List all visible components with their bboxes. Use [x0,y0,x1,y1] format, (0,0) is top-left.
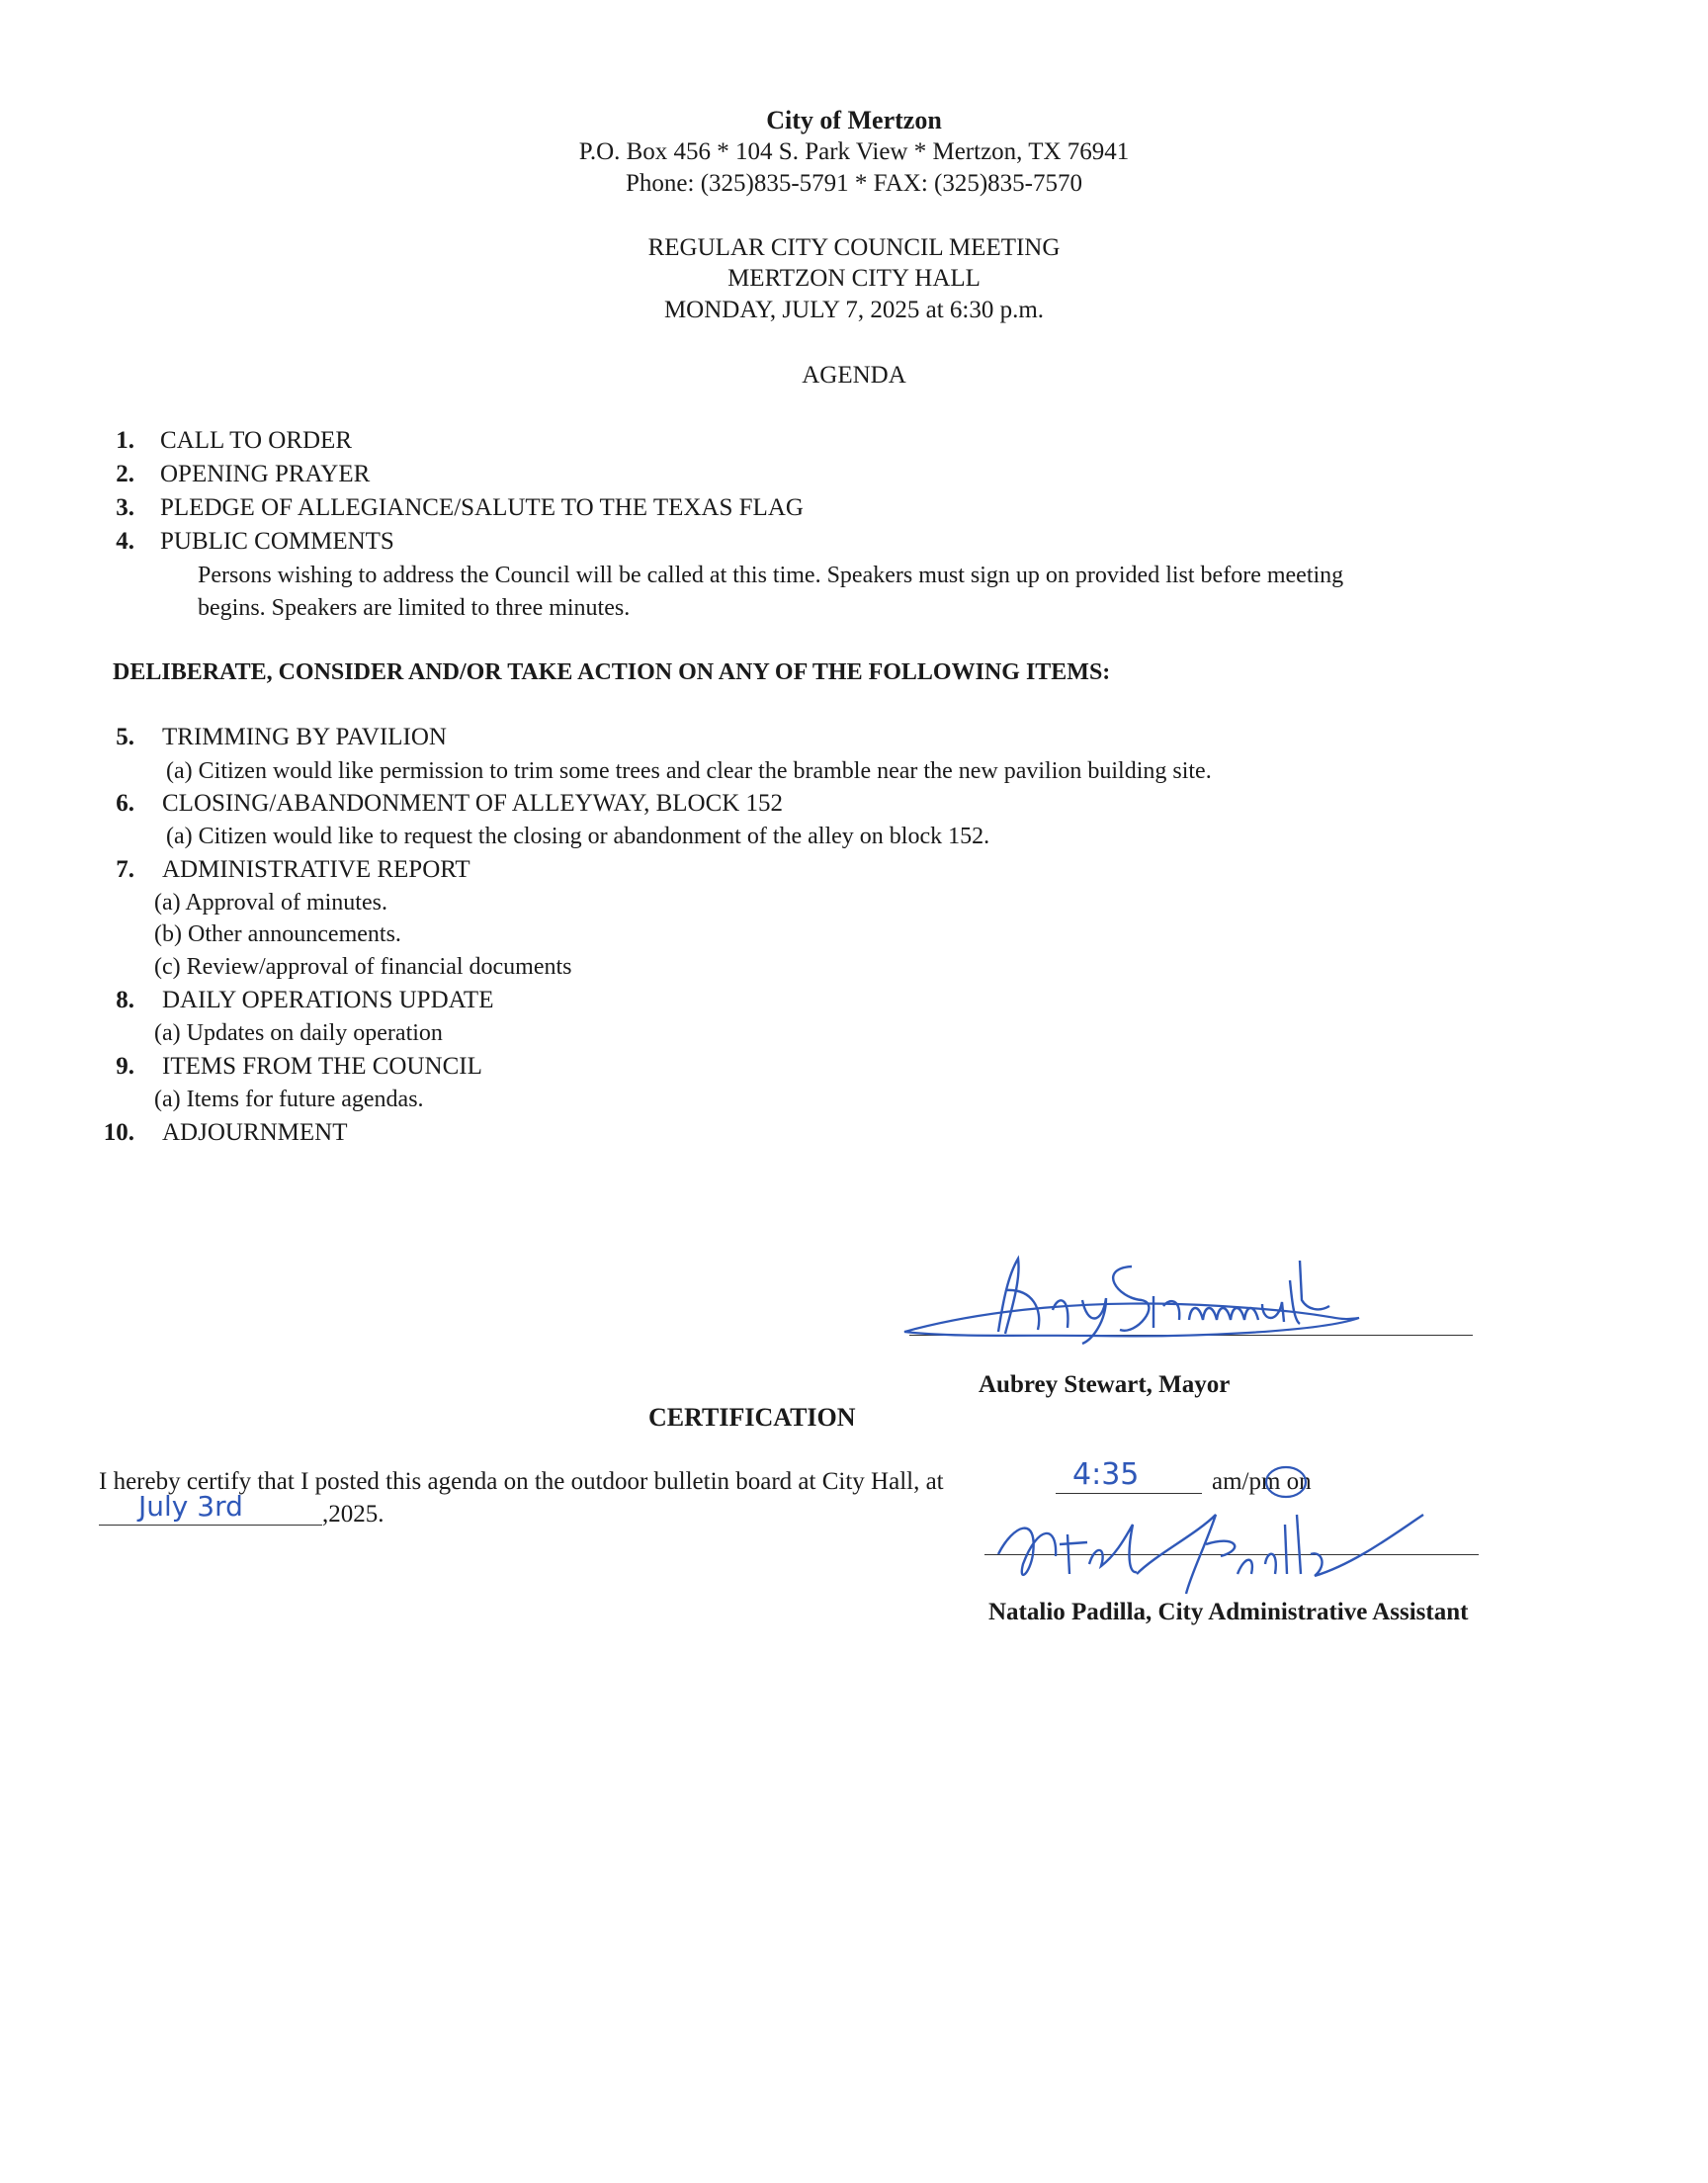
agenda-item-label: ADJOURNMENT [162,1119,348,1146]
mayor-name: Aubrey Stewart, Mayor [979,1371,1231,1398]
agenda-item-label: CLOSING/ABANDONMENT OF ALLEYWAY, BLOCK 152 [162,790,784,817]
agenda-label: AGENDA [802,362,906,389]
time-blank-line [1056,1493,1202,1494]
item-number: 8. [116,987,134,1013]
agenda-sub-item: (c) Review/approval of financial documents [154,954,572,980]
certification-heading: CERTIFICATION [648,1403,856,1432]
mayor-signature-icon [895,1241,1379,1350]
certification-text: I hereby certify that I posted this agenda on the outdoor bulletin board at City Hall, at [99,1468,944,1495]
agenda-item-label: OPENING PRAYER [160,461,371,487]
agenda-sub-item: (b) Other announcements. [154,921,401,947]
agenda-item-label: TRIMMING BY PAVILION [162,724,447,750]
assistant-signature-icon [979,1495,1433,1604]
handwritten-time: 4:35 [1072,1457,1140,1492]
item-number: 5. [116,724,134,750]
am-pm-text: am/pm on [1212,1468,1312,1495]
deliberate-heading: DELIBERATE, CONSIDER AND/OR TAKE ACTION ON ANY OF THE FOLLOWING ITEMS: [113,659,1111,685]
handwritten-date: July 3rd [138,1490,243,1523]
agenda-item-label: PLEDGE OF ALLEGIANCE/SALUTE TO THE TEXAS FLAG [160,494,804,521]
agenda-item-label: CALL TO ORDER [160,427,352,454]
meeting-title: REGULAR CITY COUNCIL MEETING [647,234,1061,261]
item-number: 3. [116,494,134,521]
assistant-name: Natalio Padilla, City Administrative Assistant [988,1599,1469,1625]
city-name: City of Mertzon [766,106,942,134]
agenda-sub-item: (a) Updates on daily operation [154,1020,443,1046]
meeting-location: MERTZON CITY HALL [727,265,981,292]
public-comments-note: Persons wishing to address the Council will be called at this time. Speakers must sign up on provided list before meeting [198,563,1344,588]
agenda-item-label: ITEMS FROM THE COUNCIL [162,1053,482,1080]
agenda-sub-item: (a) Citizen would like to request the closing or abandonment of the alley on block 152. [166,824,990,849]
public-comments-note: begins. Speakers are limited to three minutes. [198,595,631,621]
agenda-item-label: DAILY OPERATIONS UPDATE [162,987,494,1013]
item-number: 2. [116,461,134,487]
item-number: 4. [116,528,134,555]
city-address: P.O. Box 456 * 104 S. Park View * Mertzon, TX 76941 [578,138,1130,165]
date-blank-line [99,1525,322,1526]
year-text: ,2025. [322,1501,384,1528]
agenda-sub-item: (a) Citizen would like permission to trim some trees and clear the bramble near the new pavilion building site. [166,758,1212,784]
agenda-sub-item: (a) Approval of minutes. [154,890,387,916]
meeting-datetime: MONDAY, JULY 7, 2025 at 6:30 p.m. [663,297,1045,323]
item-number: 1. [116,427,134,454]
item-number: 10. [103,1119,134,1146]
agenda-sub-item: (a) Items for future agendas. [154,1087,424,1112]
agenda-item-label: PUBLIC COMMENTS [160,528,394,555]
item-number: 7. [116,856,134,883]
agenda-item-label: ADMINISTRATIVE REPORT [162,856,470,883]
item-number: 9. [116,1053,134,1080]
city-phone: Phone: (325)835-5791 * FAX: (325)835-7570 [626,170,1082,197]
item-number: 6. [116,790,134,817]
